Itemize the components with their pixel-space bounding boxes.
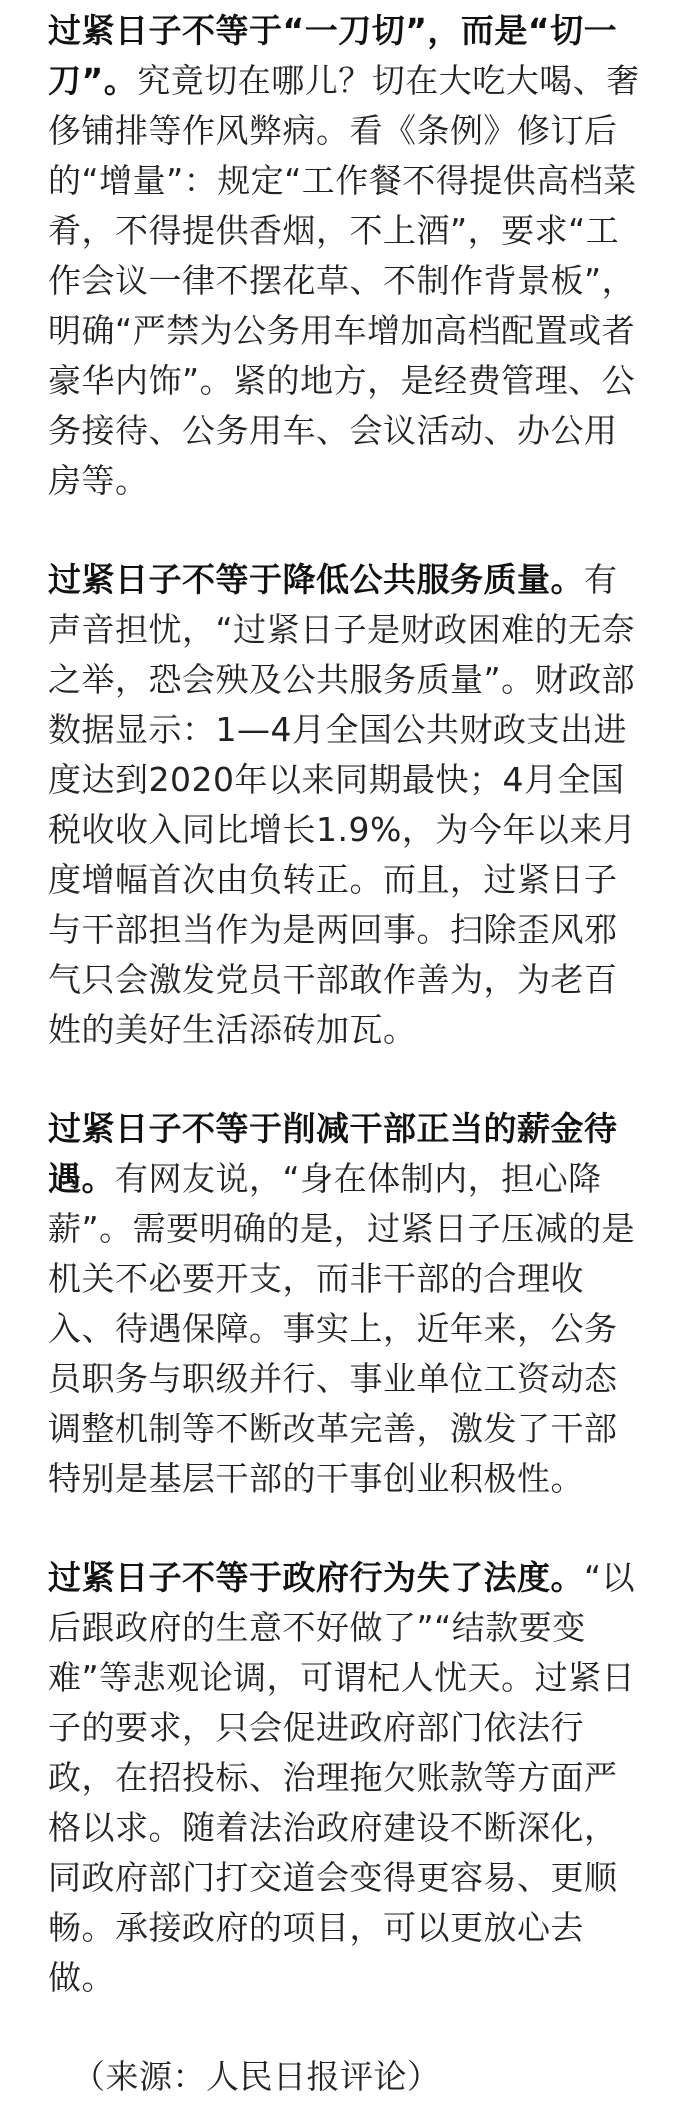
paragraph-3-body: 有网友说，“身在体制内，担心降薪”。需要明确的是，过紧日子压减的是机关不必要开支，而非干部的合理收入、待遇保障。事实上，近年来，公务员职务与职级并行、事业单位工资动态调整机制等不断改革完善，激发了干部特别是基层干部的干事创业积极性。 <box>48 1159 636 1498</box>
paragraph-2-lead: 过紧日子不等于降低公共服务质量。 <box>48 560 584 599</box>
paragraph-4-body: “以后跟政府的生意不好做了”“结款要变难”等悲观论调，可谓杞人忧天。过紧日子的要求，只会促进政府部门依法行政，在招投标、治理拖欠账款等方面严格以求。随着法治政府建设不断深化，同政府部门打交道会变得更容易、更顺畅。承接政府的项目，可以更放心去做。 <box>48 1558 636 1997</box>
paragraph-2 <box>48 555 646 1055</box>
source-credit: （来源：人民日报评论） <box>72 2057 441 2096</box>
paragraph-2-body: 有声音担忧，“过紧日子是财政困难的无奈之举，恐会殃及公共服务质量”。财政部数据显示：1—4月全国公共财政支出进度达到2020年以来同期最快；4月全国税收收入同比增长1.9%，为今年以来月度增幅首次由负转正。而且，过紧日子与干部担当作为是两回事。扫除歪风邪气只会激发党员干部敢作善为，为老百姓的美好生活添砖加瓦。 <box>48 560 637 1049</box>
paragraph-3 <box>48 1104 646 1504</box>
paragraph-4-lead: 过紧日子不等于政府行为失了法度。 <box>48 1558 584 1597</box>
paragraph-3-lead: 过紧日子不等于削减干部正当的薪金待遇。 <box>48 1109 618 1198</box>
paragraph-1-body: 究竟切在哪儿？切在大吃大喝、奢侈铺排等作风弊病。看《条例》修订后的“增量”：规定“工作餐不得提供高档菜肴，不得提供香烟，不上酒”，要求“工作会议一律不摆花草、不制作背景板”，明确“严禁为公务用车增加高档配置或者豪华内饰”。紧的地方，是经费管理、公务接待、公务用车、会议活动、办公用房等。 <box>48 61 640 500</box>
paragraph-4 <box>48 1553 646 2003</box>
paragraph-1-lead: 过紧日子不等于“一刀切”，而是“切一刀”。 <box>48 11 618 100</box>
paragraph-1 <box>48 6 646 506</box>
